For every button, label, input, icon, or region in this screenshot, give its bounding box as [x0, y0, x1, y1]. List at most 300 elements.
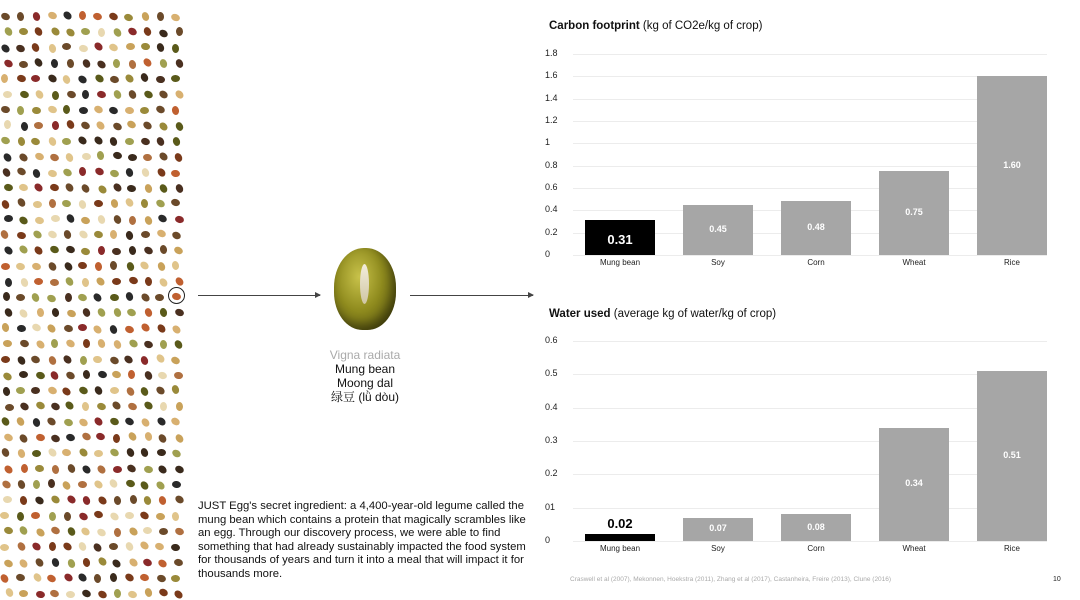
seed	[31, 75, 40, 82]
seed	[34, 464, 44, 472]
seed	[113, 434, 120, 443]
seed	[140, 72, 150, 83]
seed	[35, 400, 46, 410]
seed	[113, 59, 121, 69]
seed	[175, 120, 185, 131]
seed	[65, 245, 76, 255]
seed	[110, 230, 118, 240]
seed	[50, 494, 61, 505]
seed	[51, 308, 60, 318]
seed	[47, 136, 57, 147]
seed	[81, 496, 91, 507]
seed	[77, 74, 88, 85]
seed	[139, 355, 149, 366]
seed	[124, 197, 135, 208]
seed	[156, 11, 164, 21]
seed	[113, 339, 123, 350]
seed	[155, 353, 166, 364]
seed	[2, 245, 13, 256]
gridline	[573, 188, 1047, 189]
seed	[157, 432, 168, 443]
seed	[78, 199, 87, 210]
seed	[33, 479, 40, 488]
seed	[113, 496, 122, 506]
seed	[142, 57, 153, 68]
chart-title-water: Water used (average kg of water/kg of crop)	[549, 308, 777, 320]
seed	[17, 136, 26, 146]
seed	[77, 261, 87, 269]
seed	[97, 183, 108, 194]
seed	[140, 386, 150, 397]
seed	[159, 58, 169, 69]
seed	[78, 229, 89, 240]
seed	[66, 90, 77, 99]
seed	[123, 13, 134, 23]
seed	[125, 447, 135, 458]
seed	[127, 154, 136, 161]
indian-name: Moong dal	[336, 376, 394, 390]
seed	[63, 261, 74, 272]
seed	[18, 433, 29, 444]
seed	[31, 417, 40, 428]
selected-seed-circle	[168, 287, 185, 304]
seed	[174, 183, 184, 194]
seed	[31, 107, 41, 115]
seed	[140, 43, 150, 51]
seed	[21, 121, 29, 131]
y-tick-label: 01	[545, 501, 556, 512]
seed	[77, 293, 88, 303]
seed	[30, 136, 41, 146]
seed	[18, 308, 29, 319]
seed	[50, 26, 61, 37]
seed	[124, 572, 135, 583]
seed	[32, 450, 41, 457]
seed	[66, 463, 76, 474]
seed	[16, 386, 26, 394]
seed	[49, 245, 60, 255]
seed	[174, 58, 184, 69]
seed	[109, 573, 118, 583]
seed	[65, 152, 75, 163]
y-tick-label: 0.2	[545, 226, 558, 237]
seed	[1, 355, 10, 362]
seed	[32, 229, 43, 240]
seed	[172, 480, 182, 488]
seed	[66, 58, 74, 68]
seed	[142, 527, 151, 534]
seed	[125, 230, 134, 241]
source-citation: Craswell et al (2007), Mekonnen, Hoekstra (2011), Zhang et al (2017), Castanheira, Freire (2013), Clune (2016)	[570, 576, 892, 583]
seed	[79, 107, 88, 115]
y-tick-label: 0.4	[545, 204, 558, 215]
seed	[16, 294, 25, 301]
seed	[16, 262, 26, 271]
seed	[47, 73, 58, 84]
bar-value-label: 0.45	[709, 223, 727, 234]
seed	[143, 183, 153, 194]
seed	[4, 120, 11, 129]
seed	[157, 464, 168, 475]
seed	[65, 213, 76, 224]
seed	[171, 574, 181, 582]
seed	[34, 151, 45, 161]
seed	[144, 307, 154, 318]
seed	[109, 543, 119, 551]
seed	[155, 512, 165, 520]
seed	[34, 495, 45, 506]
seed	[81, 90, 89, 99]
seed	[170, 417, 181, 428]
carbon-footprint-chart	[545, 48, 1047, 267]
seed	[16, 74, 27, 83]
seed	[93, 135, 104, 146]
seed	[171, 448, 182, 459]
seed	[158, 277, 169, 288]
seed	[18, 152, 29, 163]
y-tick-label: 1.6	[545, 70, 558, 81]
seed	[1, 322, 10, 333]
seed	[35, 433, 45, 442]
seed	[127, 557, 138, 568]
seed	[18, 557, 29, 568]
seed	[3, 58, 14, 69]
seed	[4, 215, 13, 222]
seed	[48, 169, 59, 178]
seed	[3, 91, 12, 98]
gridline	[573, 374, 1047, 375]
seed	[156, 322, 167, 333]
seed	[49, 541, 56, 550]
seed	[49, 589, 60, 599]
seed	[95, 432, 106, 442]
seed	[141, 231, 150, 238]
seed	[0, 572, 10, 583]
seed	[174, 433, 185, 444]
bar-value-label: 0.34	[905, 478, 923, 489]
seed	[63, 324, 73, 333]
seed	[16, 354, 27, 365]
seed	[81, 58, 91, 69]
seed	[173, 245, 184, 255]
seed	[51, 121, 59, 131]
gridline	[573, 441, 1047, 442]
seed	[49, 511, 56, 520]
seed	[47, 447, 58, 458]
seed	[1, 106, 11, 115]
seed	[129, 246, 138, 256]
seed	[47, 11, 58, 21]
seed	[3, 340, 12, 348]
bar-value-label: 0.02	[607, 516, 633, 532]
seed	[2, 371, 13, 382]
seed	[33, 57, 44, 68]
seed	[93, 385, 104, 396]
seed	[173, 589, 184, 600]
seed	[61, 541, 72, 552]
seed	[156, 167, 167, 178]
seed	[139, 573, 149, 582]
bar-value-label: 0.31	[607, 231, 633, 247]
seed	[159, 245, 168, 255]
seed	[155, 294, 165, 302]
seed	[66, 309, 77, 319]
seed	[144, 370, 154, 381]
seed	[0, 512, 10, 520]
seed	[17, 511, 25, 521]
gridline	[573, 408, 1047, 409]
seed	[174, 527, 185, 537]
seed	[109, 511, 120, 522]
gridline	[573, 54, 1047, 55]
seed	[125, 386, 136, 397]
seed	[158, 588, 169, 598]
seed	[124, 73, 135, 84]
seed	[21, 464, 28, 473]
seed	[18, 215, 29, 226]
seed	[48, 198, 56, 208]
seed	[31, 292, 41, 303]
seed	[5, 277, 13, 287]
bar-value-label: 0.08	[807, 521, 825, 532]
seed	[155, 385, 166, 396]
seed	[159, 183, 170, 194]
arrow-to-bean	[198, 295, 320, 296]
seed	[145, 276, 153, 286]
seed	[62, 167, 73, 178]
seed	[1, 74, 8, 83]
seed	[78, 447, 89, 458]
seed	[51, 58, 59, 68]
seed	[35, 89, 46, 100]
x-tick-label: Soy	[711, 258, 725, 267]
seed	[170, 543, 180, 551]
seed	[109, 416, 120, 426]
seed	[62, 199, 72, 208]
seed	[32, 168, 42, 179]
seed	[77, 135, 88, 146]
seed	[16, 540, 27, 551]
seed	[124, 417, 135, 427]
seed	[3, 432, 14, 442]
seed	[140, 447, 150, 458]
y-tick-label: 0.3	[545, 435, 558, 445]
chinese-name: 绿豆 (lǜ dòu)	[330, 390, 400, 404]
seed	[15, 43, 26, 53]
x-tick-label: Corn	[807, 544, 825, 553]
seed	[64, 293, 72, 302]
seed	[111, 400, 122, 411]
bar-value-label: 0.07	[709, 523, 727, 534]
seed	[113, 466, 122, 473]
seed	[63, 418, 74, 427]
seed	[143, 339, 154, 349]
seed	[97, 589, 108, 600]
seed	[170, 12, 181, 22]
seed	[16, 166, 27, 176]
seed	[155, 229, 166, 239]
seed	[51, 464, 60, 474]
seed	[0, 12, 11, 22]
seed	[157, 558, 168, 569]
seed	[36, 307, 44, 317]
bar-value-label: 0.51	[1003, 450, 1021, 460]
x-tick-label: Corn	[807, 258, 825, 267]
seed	[33, 26, 44, 37]
seed	[128, 276, 139, 285]
seed	[64, 400, 75, 411]
seed	[81, 278, 89, 288]
description-paragraph: JUST Egg's secret ingredient: a 4,400-year-old legume called the mung bean which contains a protein that magically scrambles like an egg. Through our discovery process, we were able to find something that had already sustainably impacted the food system for thousands of years and turn it into a meal that will impact it for thousands more.	[198, 500, 526, 580]
seed	[66, 590, 75, 598]
seed	[143, 587, 153, 598]
seed	[157, 151, 168, 162]
seed	[63, 230, 73, 241]
seed	[125, 479, 136, 488]
seed	[82, 339, 90, 349]
chart-title-carbon: Carbon footprint (kg of CO2e/kg of crop)	[549, 20, 763, 32]
seed	[109, 169, 120, 178]
y-tick-label: 0	[545, 249, 551, 259]
seed	[31, 387, 40, 394]
gridline	[573, 508, 1047, 509]
seed	[80, 247, 91, 256]
seed	[78, 541, 88, 552]
seed	[65, 370, 76, 381]
seed	[173, 339, 184, 350]
seed	[139, 479, 150, 490]
seed	[112, 27, 123, 38]
gridline	[573, 121, 1047, 122]
seed	[47, 105, 58, 115]
seed	[96, 307, 107, 318]
gridline	[573, 474, 1047, 475]
seed	[113, 307, 123, 318]
seed	[112, 247, 122, 255]
water-used-chart	[545, 335, 1047, 553]
seed	[0, 479, 11, 490]
seed	[5, 404, 14, 411]
seed	[46, 573, 57, 583]
seed	[140, 137, 151, 147]
seed	[108, 42, 119, 52]
seed	[61, 386, 72, 397]
seed	[64, 182, 75, 193]
seed	[108, 12, 119, 22]
seed	[94, 166, 105, 176]
seed	[0, 229, 10, 240]
mung-bean-image	[334, 248, 396, 330]
seed	[81, 216, 92, 225]
seed	[65, 338, 76, 349]
seed	[18, 27, 28, 35]
seed	[97, 370, 108, 379]
seed	[155, 75, 165, 83]
seed	[125, 168, 134, 179]
y-tick-label: 0	[545, 535, 551, 545]
seed	[4, 526, 15, 535]
seed	[62, 137, 72, 145]
seed	[97, 214, 107, 225]
seed	[20, 277, 30, 288]
seed	[62, 354, 73, 365]
seed	[96, 59, 107, 70]
seed	[127, 338, 138, 349]
seed	[61, 479, 72, 490]
gridline	[573, 76, 1047, 77]
seed	[125, 512, 135, 520]
seed	[34, 121, 44, 129]
seed	[127, 402, 138, 412]
seed	[108, 105, 119, 115]
seed	[65, 433, 76, 442]
seed	[46, 293, 57, 303]
seed	[93, 200, 103, 208]
seed	[3, 307, 13, 318]
seed	[158, 89, 169, 100]
seed	[111, 370, 122, 379]
species-names	[300, 348, 430, 404]
seed	[111, 558, 122, 569]
seed	[2, 292, 10, 302]
y-tick-label: 1.2	[545, 115, 558, 125]
seed	[170, 169, 180, 177]
x-tick-label: Rice	[1003, 258, 1020, 267]
seed	[35, 371, 46, 380]
seed	[2, 152, 13, 163]
seed	[95, 120, 106, 131]
seed	[62, 43, 71, 50]
gridline	[573, 143, 1047, 144]
seed	[159, 339, 167, 349]
seed	[51, 557, 61, 568]
seed	[0, 199, 10, 210]
seed	[129, 495, 138, 505]
seed	[50, 279, 60, 287]
seed	[3, 463, 14, 474]
seed	[143, 215, 153, 226]
seed	[143, 400, 154, 411]
x-tick-label: Soy	[711, 544, 725, 553]
seed	[157, 28, 168, 39]
y-tick-label: 1.4	[545, 92, 558, 103]
seed	[113, 588, 121, 598]
seed	[30, 354, 41, 364]
seed	[140, 292, 151, 303]
seed	[17, 479, 27, 490]
seed	[139, 260, 150, 271]
x-tick-label: Mung bean	[599, 258, 641, 267]
seed	[15, 573, 25, 582]
seed	[96, 151, 105, 161]
seed	[3, 558, 14, 568]
seed	[49, 183, 60, 192]
bar-mung-bean	[585, 534, 655, 541]
seed	[112, 151, 123, 160]
seed	[156, 574, 167, 583]
seed	[144, 431, 153, 442]
seed	[96, 556, 107, 567]
seed	[81, 401, 89, 411]
seed	[34, 557, 45, 568]
seed	[109, 447, 120, 458]
seed	[157, 449, 167, 457]
seed	[140, 198, 148, 208]
seed	[79, 167, 87, 177]
seed	[33, 201, 43, 209]
seed	[157, 121, 168, 132]
seed	[45, 322, 56, 333]
